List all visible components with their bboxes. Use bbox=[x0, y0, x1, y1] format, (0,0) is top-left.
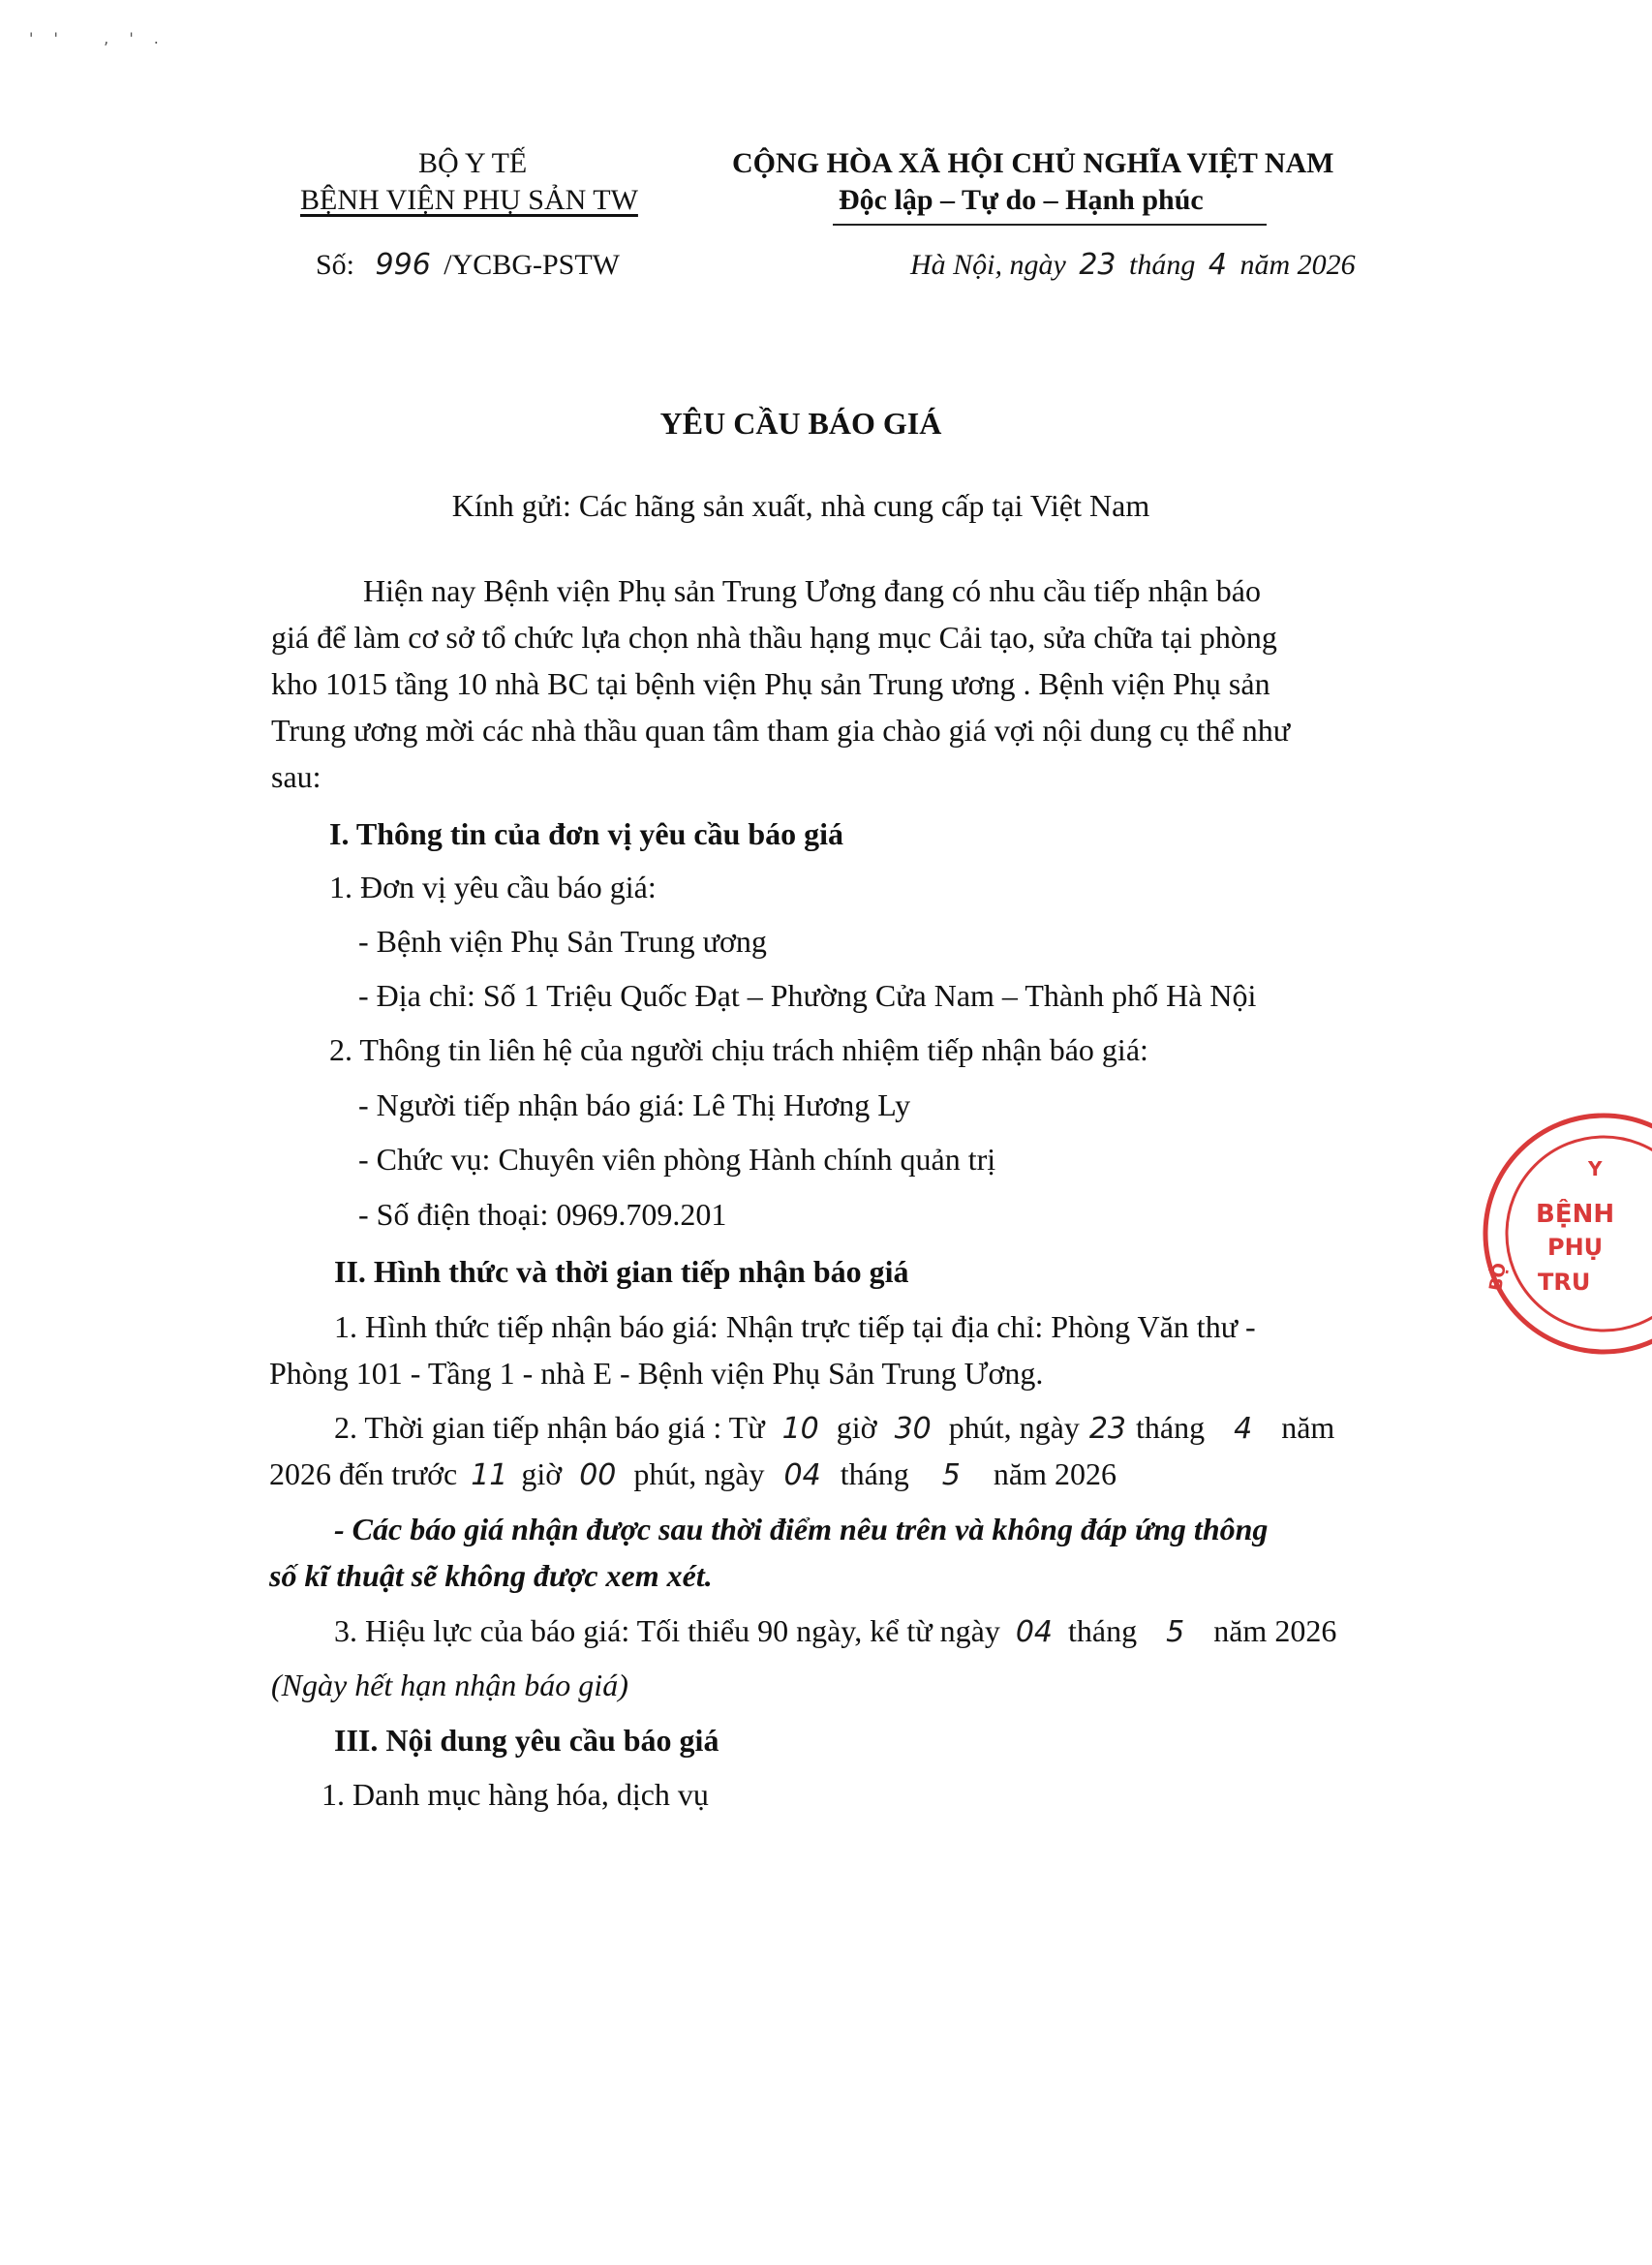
submission-time-line-2 bbox=[269, 1451, 1117, 1499]
validity-text: 3. Hiệu lực của báo giá: Tối thiểu 90 ngày, kể từ ngày bbox=[334, 1613, 1000, 1648]
seal-text-mid: PHỤ bbox=[1547, 1234, 1604, 1261]
end-hour-handwritten: 11 bbox=[471, 1458, 508, 1492]
month-label: tháng bbox=[1136, 1410, 1206, 1445]
requester-name: - Bệnh viện Phụ Sản Trung ương bbox=[358, 924, 767, 959]
addressee: Kính gửi: Các hãng sản xuất, nhà cung cấp tại Việt Nam bbox=[451, 488, 1150, 523]
end-minute-handwritten: 00 bbox=[579, 1458, 617, 1492]
section-1-item-1: 1. Đơn vị yêu cầu báo giá: bbox=[329, 870, 657, 904]
start-month-handwritten: 4 bbox=[1234, 1412, 1253, 1446]
intro-line-3: kho 1015 tầng 10 nhà BC tại bệnh viện Phụ sản Trung ương . Bệnh viện Phụ sản bbox=[271, 666, 1270, 701]
section-2-heading: II. Hình thức và thời gian tiếp nhận báo giá bbox=[334, 1254, 909, 1289]
contact-position: - Chức vụ: Chuyên viên phòng Hành chính quản trị bbox=[358, 1142, 996, 1177]
doc-no-handwritten: 996 bbox=[375, 248, 431, 282]
hour-label: giờ bbox=[521, 1456, 563, 1491]
seal-text-low: TRU bbox=[1538, 1269, 1591, 1296]
date-day-handwritten: 23 bbox=[1079, 248, 1117, 282]
seal-text-top: BỆNH bbox=[1536, 1200, 1615, 1229]
hour-label: giờ bbox=[836, 1410, 877, 1445]
hospital-name: BỆNH VIỆN PHỤ SẢN TW bbox=[300, 184, 638, 216]
intro-line-1: Hiện nay Bệnh viện Phụ sản Trung Ương đang có nhu cầu tiếp nhận báo bbox=[363, 573, 1261, 608]
seal-text-y: Y bbox=[1588, 1157, 1603, 1180]
section-1-heading: I. Thông tin của đơn vị yêu cầu báo giá bbox=[329, 816, 844, 851]
document-date bbox=[910, 247, 1356, 284]
intro-line-5: sau: bbox=[271, 759, 321, 794]
start-day-handwritten: 23 bbox=[1088, 1412, 1127, 1446]
late-submission-note-line-2: số kĩ thuật sẽ không được xem xét. bbox=[269, 1558, 713, 1593]
start-hour-handwritten: 10 bbox=[781, 1412, 819, 1446]
seal-text-side: BỘ bbox=[1485, 1261, 1511, 1293]
contact-phone: - Số điện thoại: 0969.709.201 bbox=[358, 1197, 727, 1232]
section-3-heading: III. Nội dung yêu cầu báo giá bbox=[334, 1723, 719, 1758]
end-month-handwritten: 5 bbox=[941, 1458, 961, 1492]
red-seal-stamp bbox=[1468, 1108, 1652, 1360]
submission-time-text: 2. Thời gian tiếp nhận báo giá : Từ bbox=[334, 1410, 765, 1445]
month-label: tháng bbox=[1068, 1613, 1138, 1648]
year-label: năm 2026 bbox=[1213, 1613, 1337, 1648]
contact-person: - Người tiếp nhận báo giá: Lê Thị Hương Ly bbox=[358, 1087, 911, 1122]
country-name: CỘNG HÒA XÃ HỘI CHỦ NGHĨA VIỆT NAM bbox=[732, 147, 1334, 179]
requester-address: - Địa chỉ: Số 1 Triệu Quốc Đạt – Phường Cửa Nam – Thành phố Hà Nội bbox=[358, 978, 1257, 1013]
doc-no-suffix: /YCBG-PSTW bbox=[444, 249, 620, 281]
submission-time-line-1 bbox=[334, 1404, 1334, 1453]
deadline-text: 2026 đến trước bbox=[269, 1456, 458, 1491]
validity-note: (Ngày hết hạn nhận báo giá) bbox=[271, 1668, 628, 1702]
start-minute-handwritten: 30 bbox=[894, 1412, 932, 1446]
validity-line bbox=[334, 1607, 1336, 1656]
document-number bbox=[316, 247, 620, 284]
validity-month-handwritten: 5 bbox=[1166, 1615, 1185, 1649]
scan-artifact: ' ' , ' . bbox=[29, 29, 167, 47]
doc-no-label: Số: bbox=[316, 249, 355, 281]
date-month-handwritten: 4 bbox=[1208, 248, 1227, 282]
year-label: năm 2026 bbox=[993, 1456, 1117, 1491]
section-3-item-1: 1. Danh mục hàng hóa, dịch vụ bbox=[321, 1777, 709, 1812]
day-label: phút, ngày bbox=[633, 1456, 765, 1491]
late-submission-note-line-1: - Các báo giá nhận được sau thời điểm nêu trên và không đáp ứng thông bbox=[334, 1512, 1269, 1546]
date-prefix: Hà Nội, ngày bbox=[910, 249, 1066, 281]
validity-day-handwritten: 04 bbox=[1015, 1615, 1054, 1649]
year-label: năm bbox=[1281, 1410, 1335, 1445]
intro-line-2: giá để làm cơ sở tổ chức lựa chọn nhà thầu hạng mục Cải tạo, sửa chữa tại phòng bbox=[271, 620, 1277, 655]
intro-line-4: Trung ương mời các nhà thầu quan tâm tham gia chào giá vợi nội dung cụ thể như bbox=[271, 713, 1291, 748]
motto-underline bbox=[833, 224, 1267, 226]
end-day-handwritten: 04 bbox=[783, 1458, 821, 1492]
section-1-item-2: 2. Thông tin liên hệ của người chịu trách nhiệm tiếp nhận báo giá: bbox=[329, 1032, 1148, 1067]
national-motto: Độc lập – Tự do – Hạnh phúc bbox=[839, 184, 1204, 216]
submission-method-line-2: Phòng 101 - Tầng 1 - nhà E - Bệnh viện Phụ Sản Trung Ương. bbox=[269, 1356, 1044, 1391]
page-title: YÊU CẦU BÁO GIÁ bbox=[659, 406, 942, 441]
day-label: phút, ngày bbox=[948, 1410, 1080, 1445]
submission-method-line-1: 1. Hình thức tiếp nhận báo giá: Nhận trực tiếp tại địa chỉ: Phòng Văn thư - bbox=[334, 1309, 1256, 1344]
ministry-name: BỘ Y TẾ bbox=[418, 147, 528, 179]
date-month-label: tháng bbox=[1129, 249, 1196, 281]
month-label: tháng bbox=[840, 1456, 909, 1491]
date-year: năm 2026 bbox=[1239, 249, 1356, 281]
